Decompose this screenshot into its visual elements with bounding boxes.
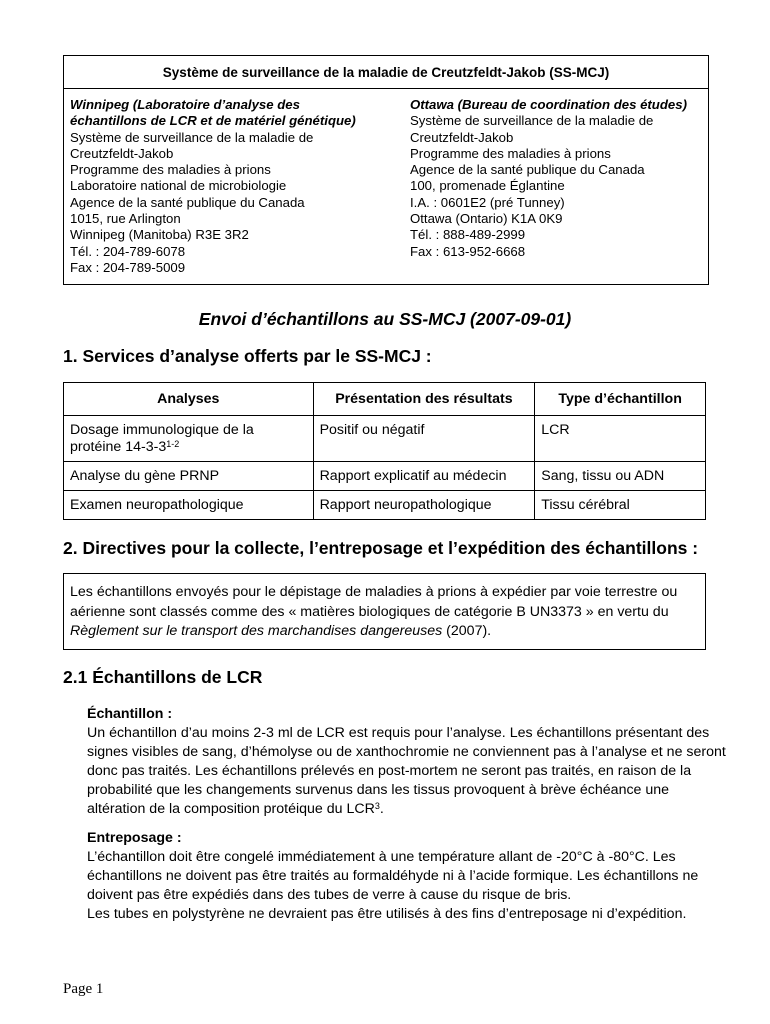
regulation-title: Règlement sur le transport des marchandises dangereuses (70, 623, 443, 639)
table-cell-sample: Tissu cérébral (535, 491, 706, 520)
table-cell-analysis: Examen neuropathologique (64, 491, 314, 520)
table-row (64, 462, 706, 491)
table-row (64, 416, 706, 462)
table-cell-result: Positif ou négatif (313, 416, 535, 462)
column-header: Analyses (64, 383, 314, 416)
section-2-heading: 2. Directives pour la collecte, l’entreposage et l’expédition des échantillons : (63, 538, 699, 558)
ottawa-title: Ottawa (Bureau de coordination des études) (410, 97, 687, 112)
ottawa-line: Agence de la santé publique du Canada (410, 162, 645, 178)
section-2-1-heading: 2.1 Échantillons de LCR (63, 667, 263, 687)
shipping-notice-box: Les échantillons envoyés pour le dépistage de maladies à prions à expédier par voie terrestre ou aérienne sont classés comme des « matières biologiques de catégorie B UN3373 » en vertu du Règlement sur le transport des marchandises dangereuses (2007). (63, 573, 706, 650)
table-cell-analysis: Analyse du gène PRNP (64, 462, 314, 491)
ottawa-line: I.A. : 0601E2 (pré Tunney) (410, 194, 565, 210)
storage-paragraph (87, 829, 727, 924)
table-header-row (64, 383, 706, 416)
winnipeg-line: Programme des maladies à prions (70, 162, 271, 178)
sample-paragraph (87, 705, 727, 819)
column-header: Type d’échantillon (535, 383, 706, 416)
ottawa-line: Programme des maladies à prions (410, 145, 611, 161)
document-title: Envoi d’échantillons au SS-MCJ (2007-09-01) (198, 309, 572, 329)
table-cell-result: Rapport neuropathologique (313, 491, 535, 520)
winnipeg-line: Système de surveillance de la maladie de (70, 129, 314, 145)
services-table (63, 382, 706, 520)
winnipeg-line: Creutzfeldt-Jakob (70, 145, 174, 161)
page-number: Page 1 (63, 981, 104, 997)
table-cell-sample: Sang, tissu ou ADN (535, 462, 706, 491)
table-row (64, 491, 706, 520)
ottawa-address (410, 97, 706, 260)
header-divider (64, 88, 708, 89)
winnipeg-title-line-1: Winnipeg (Laboratoire d’analyse des (70, 97, 300, 112)
storage-text-2: Les tubes en polystyrène ne devraient pas être utilisés à des fins d’entreposage ni d’expédition. (87, 906, 687, 922)
winnipeg-address (70, 97, 400, 276)
table-cell-sample: LCR (535, 416, 706, 462)
winnipeg-line: Agence de la santé publique du Canada (70, 194, 305, 210)
ottawa-line: Ottawa (Ontario) K1A 0K9 (410, 211, 563, 227)
contact-header-box (63, 55, 709, 285)
storage-label: Entreposage : (87, 830, 182, 846)
winnipeg-line: 1015, rue Arlington (70, 211, 181, 227)
sample-text: Un échantillon d’au moins 2-3 ml de LCR est requis pour l’analyse. Les échantillons présentant des signes visibles de sang, d’hémolyse ou de xanthochromie ne conviennent pas à l’analyse et ne seront donc pas traités. Les échantillons prélevés en post-mortem ne seront pas traités, en raison de la probabilité que les changements survenus dans les tissus provoquent à brève échéance une altération de la composition protéique du LCR$^3$. (87, 725, 726, 817)
winnipeg-phone: Tél. : 204-789-6078 (70, 243, 186, 259)
storage-text: L’échantillon doit être congelé immédiatement à une température allant de -20°C à -80°C. Les échantillons ne doivent pas être traités au formaldéhyde ni à l’acide formique. Les échantillons ne doivent pas être expédiés dans des tubes de verre à cause du risque de bris. (87, 849, 699, 903)
column-header: Présentation des résultats (313, 383, 535, 416)
ottawa-line: Système de surveillance de la maladie de (410, 113, 654, 129)
footnote-ref: 3 (374, 801, 380, 811)
winnipeg-title-line-2: échantillons de LCR et de matériel génétique) (70, 113, 356, 129)
ottawa-line: Creutzfeldt-Jakob (410, 129, 514, 145)
winnipeg-fax: Fax : 204-789-5009 (70, 259, 186, 275)
table-cell-analysis: Dosage immunologique de la protéine 14-3-3$^{1-2}$ (64, 416, 314, 462)
header-title: Système de surveillance de la maladie de Creutzfeldt-Jakob (SS-MCJ) (162, 65, 610, 80)
winnipeg-line: Laboratoire national de microbiologie (70, 178, 287, 194)
winnipeg-line: Winnipeg (Manitoba) R3E 3R2 (70, 227, 249, 243)
ottawa-fax: Fax : 613-952-6668 (410, 243, 526, 259)
table-cell-result: Rapport explicatif au médecin (313, 462, 535, 491)
section-1-heading: 1. Services d’analyse offerts par le SS-MCJ : (63, 346, 432, 366)
ottawa-phone: Tél. : 888-489-2999 (410, 227, 526, 243)
ottawa-line: 100, promenade Églantine (410, 178, 565, 194)
footnote-ref: 1-2 (166, 439, 180, 449)
sample-label: Échantillon : (87, 706, 173, 722)
